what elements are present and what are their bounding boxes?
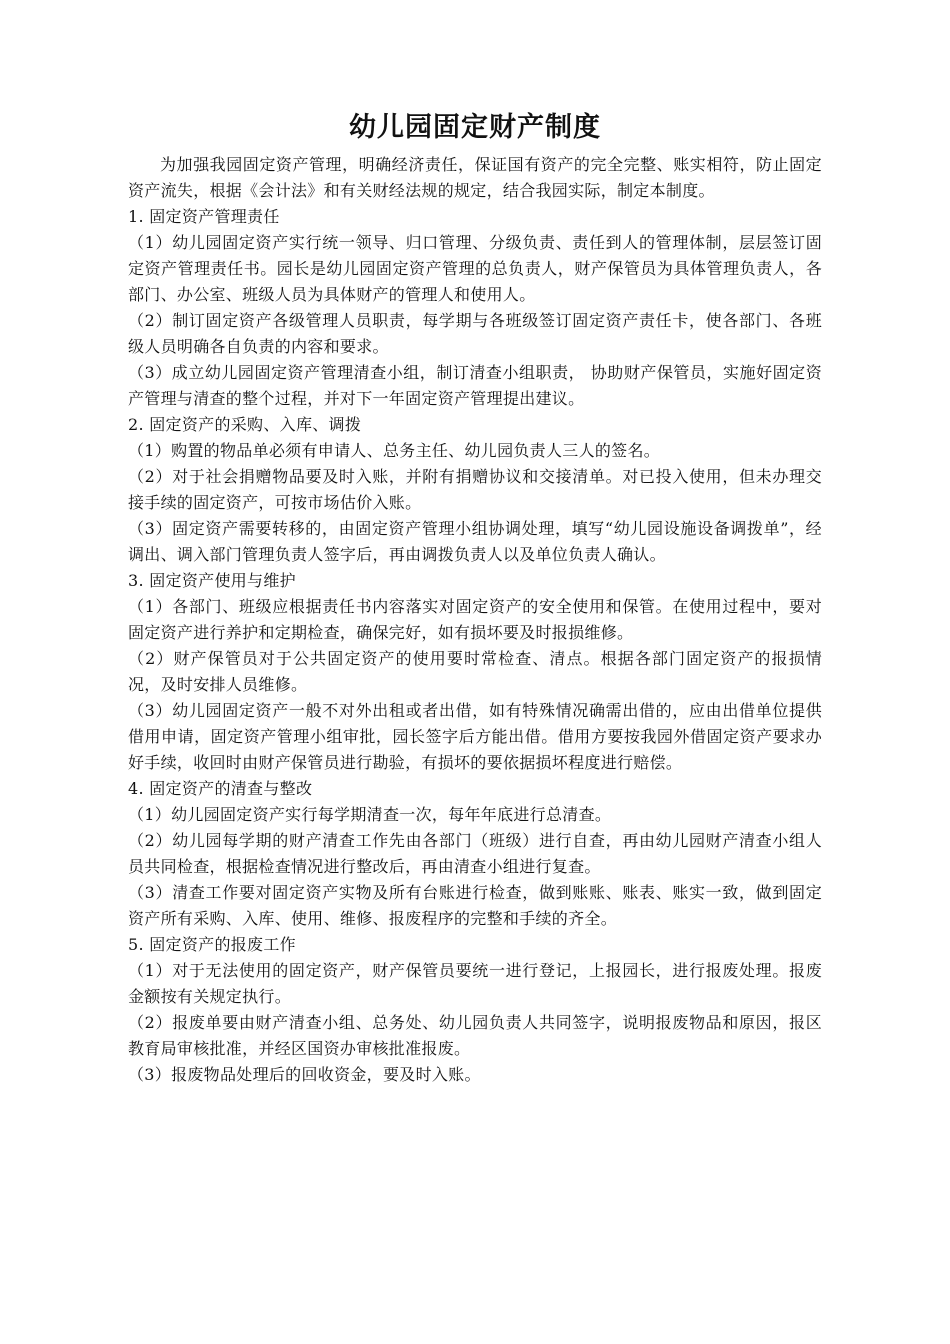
section-item: （3）幼儿园固定资产一般不对外出租或者出借，如有特殊情况确需出借的，应由出借单位提供借用申请，固定资产管理小组审批，园长签字后方能出借。借用方要按我园外借固定资产要求办好手续，收回时由财产保管员进行勘验，有损坏的要依据损坏程度进行赔偿。 — [128, 701, 822, 772]
intro-paragraph: 为加强我园固定资产管理，明确经济责任，保证国有资产的完全完整、账实相符，防止固定资产流失，根据《会计法》和有关财经法规的规定，结合我园实际，制定本制度。 — [128, 155, 822, 200]
document-title: 幼儿园固定财产制度 — [349, 112, 601, 143]
section-heading: 5. 固定资产的报废工作 — [128, 935, 296, 954]
section-item: （3）报废物品处理后的回收资金，要及时入账。 — [128, 1065, 481, 1084]
section-item: （2）报废单要由财产清查小组、总务处、幼儿园负责人共同签字，说明报废物品和原因，报区教育局审核批准，并经区国资办审核批准报废。 — [128, 1013, 822, 1058]
section-item: （1）各部门、班级应根据责任书内容落实对固定资产的安全使用和保管。在使用过程中，要对固定资产进行养护和定期检查，确保完好，如有损坏要及时报损维修。 — [128, 597, 822, 642]
section-item: （2）财产保管员对于公共固定资产的使用要时常检查、清点。根据各部门固定资产的报损情况，及时安排人员维修。 — [128, 649, 822, 694]
section-item: （1）对于无法使用的固定资产，财产保管员要统一进行登记，上报园长，进行报废处理。报废金额按有关规定执行。 — [128, 961, 822, 1006]
section-2 — [128, 412, 822, 568]
section-item: （2）幼儿园每学期的财产清查工作先由各部门（班级）进行自查，再由幼儿园财产清查小组人员共同检查，根据检查情况进行整改后，再由清查小组进行复查。 — [128, 831, 822, 876]
section-item: （3）成立幼儿园固定资产管理清查小组，制订清查小组职责， 协助财产保管员，实施好固定资产管理与清查的整个过程，并对下一年固定资产管理提出建议。 — [128, 363, 822, 408]
section-heading: 3. 固定资产使用与维护 — [128, 571, 296, 590]
section-item: （3）固定资产需要转移的，由固定资产管理小组协调处理，填写“幼儿园设施设备调拨单”，经调出、调入部门管理负责人签字后，再由调拨负责人以及单位负责人确认。 — [128, 519, 822, 564]
section-item: （1）幼儿园固定资产实行每学期清查一次，每年年底进行总清查。 — [128, 805, 612, 824]
section-item: （1）幼儿园固定资产实行统一领导、归口管理、分级负责、责任到人的管理体制，层层签订固定资产管理责任书。园长是幼儿园固定资产管理的总负责人，财产保管员为具体管理负责人，各部门、办公室、班级人员为具体财产的管理人和使用人。 — [128, 233, 822, 304]
section-item: （2）对于社会捐赠物品要及时入账，并附有捐赠协议和交接清单。对已投入使用，但未办理交接手续的固定资产，可按市场估价入账。 — [128, 467, 822, 512]
section-heading: 2. 固定资产的采购、入库、调拨 — [128, 415, 362, 434]
section-heading: 4. 固定资产的清查与整改 — [128, 779, 313, 798]
section-item: （1）购置的物品单必须有申请人、总务主任、幼儿园负责人三人的签名。 — [128, 441, 661, 460]
section-5 — [128, 932, 822, 1088]
section-item: （2）制订固定资产各级管理人员职责，每学期与各班级签订固定资产责任卡，使各部门、各班级人员明确各自负责的内容和要求。 — [128, 311, 822, 356]
section-heading: 1. 固定资产管理责任 — [128, 207, 280, 226]
section-3 — [128, 568, 822, 776]
section-item: （3）清查工作要对固定资产实物及所有台账进行检查，做到账账、账表、账实一致，做到固定资产所有采购、入库、使用、维修、报废程序的完整和手续的齐全。 — [128, 883, 822, 928]
section-4 — [128, 776, 822, 932]
section-1 — [128, 204, 822, 412]
